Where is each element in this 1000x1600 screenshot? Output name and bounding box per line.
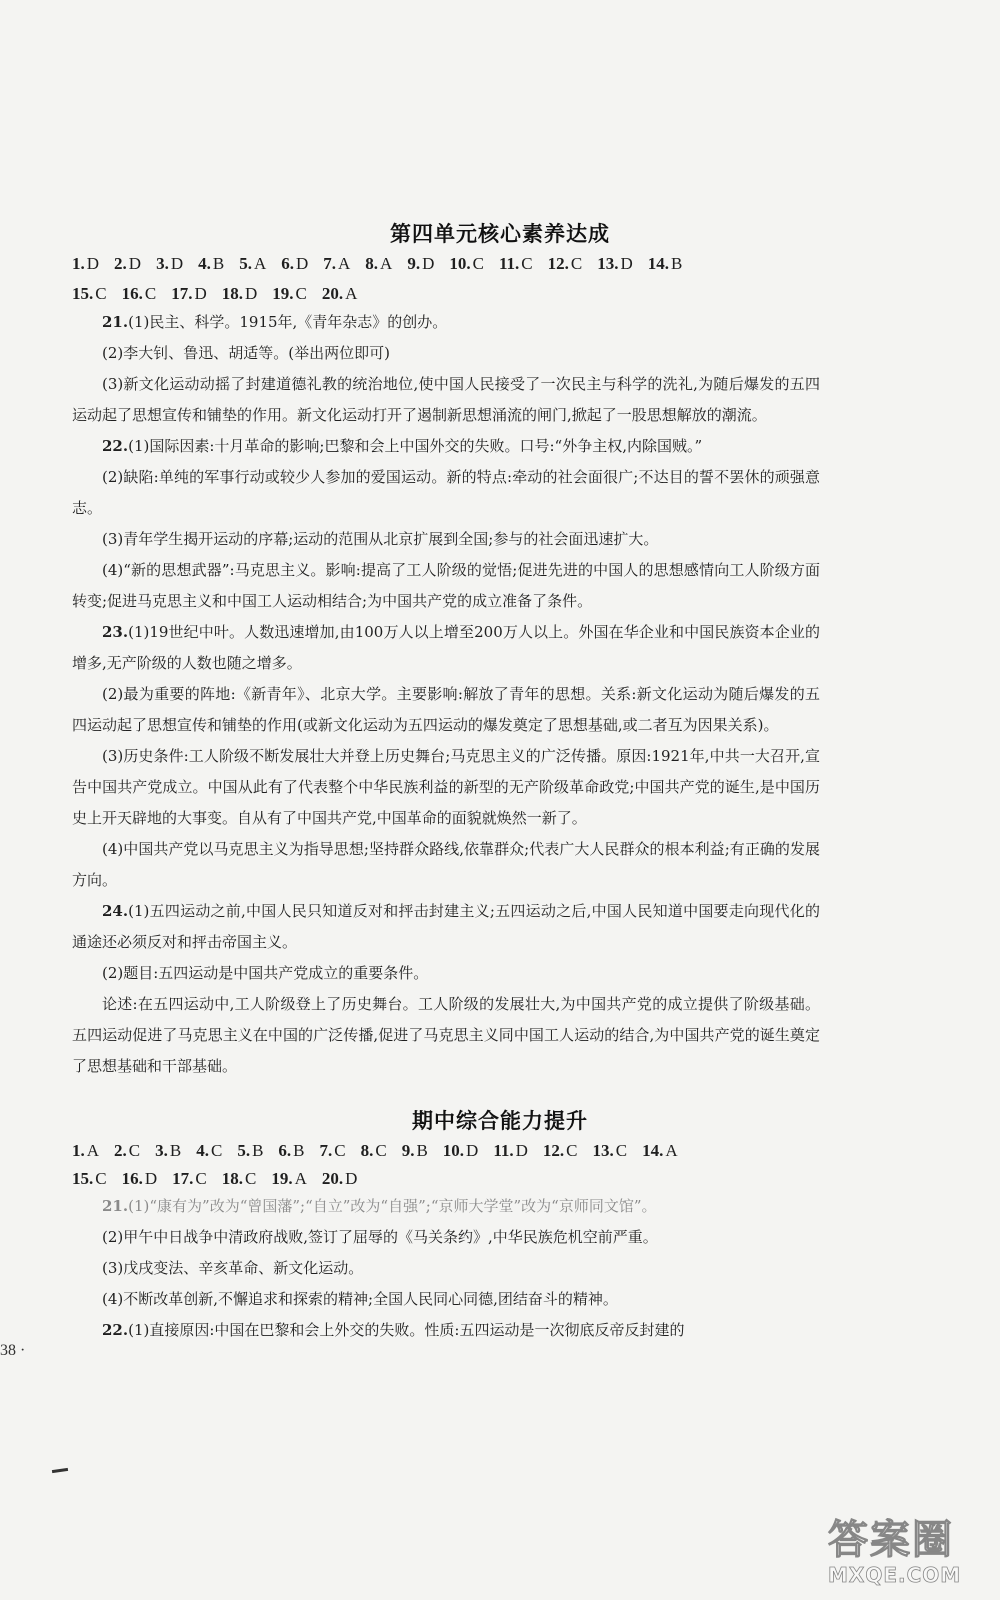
question-number: 10. — [449, 254, 471, 273]
answer-option: B — [670, 254, 683, 273]
answer-item — [593, 1141, 628, 1160]
answer-text: (2)题目:五四运动是中国共产党成立的重要条件。 — [102, 964, 429, 982]
answer-item — [443, 1141, 479, 1160]
mc-answers-row1-midterm — [72, 1139, 942, 1163]
question-number: 3. — [156, 254, 169, 273]
answer-paragraph — [72, 462, 820, 524]
answer-option: C — [244, 1169, 257, 1188]
question-number: 4. — [198, 254, 211, 273]
answer-paragraph — [72, 1191, 820, 1222]
answer-option: D — [170, 254, 184, 273]
answer-option: B — [212, 254, 225, 273]
answer-option: B — [293, 1141, 305, 1160]
answer-option: C — [95, 1169, 107, 1188]
answer-option: D — [128, 254, 142, 273]
question-number: 13. — [597, 254, 619, 273]
question-number: 18. — [221, 284, 243, 303]
answer-option: C — [128, 1141, 141, 1160]
answer-option: D — [620, 254, 633, 273]
answer-item — [543, 1141, 578, 1160]
question-number: 17. — [172, 1169, 194, 1188]
answer-text: (4)不断改革创新,不懈追求和探索的精神;全国人民同心同德,团结奋斗的精神。 — [102, 1290, 618, 1308]
answer-paragraph — [72, 617, 820, 679]
question-number: 12. — [547, 254, 569, 273]
answer-item — [72, 254, 99, 273]
site-watermark-logo — [828, 1508, 978, 1594]
section-title-unit4: 第四单元核心素养达成 — [390, 222, 610, 246]
answer-item — [407, 254, 434, 273]
answer-text: (2)缺陷:单纯的军事行动或较少人参加的爱国运动。新的特点:牵动的社会面很广;不达目的誓不罢休的顽强意志。 — [72, 468, 820, 517]
answer-item — [597, 254, 633, 273]
answer-item — [72, 284, 107, 303]
answer-item — [172, 1169, 207, 1188]
answer-item — [72, 1169, 107, 1188]
answer-option: D — [422, 254, 435, 273]
mc-answers-row2-midterm — [72, 1167, 942, 1191]
answer-option: C — [195, 1169, 207, 1188]
answer-option: A — [338, 254, 351, 273]
answer-option: D — [345, 1169, 358, 1188]
answer-item — [648, 254, 683, 273]
question-number: 23. — [102, 623, 129, 641]
answer-paragraph — [72, 989, 820, 1082]
answer-option: C — [144, 284, 157, 303]
answer-option: C — [521, 254, 533, 273]
question-number: 7. — [319, 1141, 333, 1160]
question-number: 15. — [72, 284, 94, 303]
answer-item — [114, 1141, 140, 1160]
answer-item — [642, 1141, 678, 1160]
answer-paragraph — [72, 555, 820, 617]
midterm-answer-block — [72, 1191, 820, 1346]
answer-item — [361, 1141, 387, 1160]
question-number: 10. — [442, 1141, 465, 1160]
answer-item — [198, 254, 224, 273]
answer-paragraph — [72, 338, 820, 369]
answer-item — [402, 1141, 428, 1160]
answer-item — [322, 284, 358, 303]
answer-item — [449, 254, 484, 273]
answer-option: D — [244, 284, 258, 303]
answer-option: D — [144, 1169, 158, 1188]
answer-text: (1)五四运动之前,中国人民只知道反对和抨击封建主义;五四运动之后,中国人民知道中国要走向现代化的通途还必须反对和抨击帝国主义。 — [72, 902, 820, 951]
question-number: 18. — [221, 1169, 243, 1188]
answer-item — [196, 1141, 222, 1160]
watermark-url: MXQE.COM — [828, 1563, 962, 1587]
question-number: 19. — [271, 1169, 293, 1188]
answer-text: (2)甲午中日战争中清政府战败,签订了屈辱的《马关条约》,中华民族危机空前严重。 — [102, 1228, 658, 1246]
answer-paragraph — [72, 834, 820, 896]
answer-item — [222, 1169, 257, 1188]
question-number: 14. — [642, 1141, 664, 1160]
answer-item — [322, 1169, 358, 1188]
mc-answers-row1 — [72, 252, 942, 276]
question-number: 5. — [237, 1141, 251, 1160]
answer-item — [222, 284, 258, 303]
answer-option: A — [253, 254, 267, 273]
answer-option: D — [295, 254, 309, 273]
mc-answers-row2 — [72, 282, 942, 306]
answer-paragraph — [72, 524, 820, 555]
question-number: 6. — [281, 254, 294, 273]
answer-paragraph — [72, 679, 820, 741]
question-number: 15. — [72, 1169, 94, 1188]
answer-paragraph — [72, 896, 820, 958]
question-number: 5. — [239, 254, 252, 273]
question-number: 21. — [102, 313, 129, 331]
answer-item — [156, 254, 183, 273]
answer-paragraph — [72, 1222, 820, 1253]
question-number: 2. — [114, 1141, 127, 1160]
question-number: 3. — [155, 1141, 168, 1160]
answer-option: C — [375, 1141, 387, 1160]
answer-text: (3)戊戌变法、辛亥革命、新文化运动。 — [102, 1259, 364, 1277]
question-number: 12. — [542, 1141, 565, 1160]
question-number: 4. — [196, 1141, 209, 1160]
answer-option: C — [334, 1141, 346, 1160]
answer-option: A — [86, 1141, 100, 1160]
answer-option: C — [615, 1141, 628, 1160]
answer-paragraph — [72, 1315, 820, 1346]
section-title-midterm: 期中综合能力提升 — [412, 1109, 588, 1133]
answer-paragraph — [72, 431, 820, 462]
answer-item — [114, 254, 141, 273]
question-number: 16. — [121, 284, 143, 303]
answer-paragraph — [72, 307, 820, 338]
answer-text: (3)青年学生揭开运动的序幕;运动的范围从北京扩展到全国;参与的社会面迅速扩大。 — [102, 530, 659, 548]
question-number: 16. — [121, 1169, 143, 1188]
answer-item — [271, 1169, 307, 1188]
answer-text: (4)“新的思想武器”:马克思主义。影响:提高了工人阶级的觉悟;促进先进的中国人的思想感情向工人阶级方面转变;促进马克思主义和中国工人运动相结合;为中国共产党的成立准备了条件。 — [72, 561, 820, 610]
answer-item — [278, 1141, 304, 1160]
answer-option: C — [566, 1141, 578, 1160]
answer-item — [493, 1141, 528, 1160]
answer-text: (3)新文化运动动摇了封建道德礼教的统治地位,使中国人民接受了一次民主与科学的洗礼,为随后爆发的五四运动起了思想宣传和铺垫的作用。新文化运动打开了遏制新思想涌流的闸门,掀起了一股思想解放的潮流。 — [72, 375, 820, 424]
answer-option: B — [169, 1141, 182, 1160]
answer-option: B — [416, 1141, 428, 1160]
answer-item — [237, 1141, 263, 1160]
answer-text: (1)直接原因:中国在巴黎和会上外交的失败。性质:五四运动是一次彻底反帝反封建的 — [128, 1321, 685, 1339]
answer-option: B — [252, 1141, 264, 1160]
answer-text: (3)历史条件:工人阶级不断发展壮大并登上历史舞台;马克思主义的广泛传播。原因:1921年,中共一大召开,宣告中国共产党成立。中国从此有了代表整个中华民族利益的新型的无产阶级革命政党;中国共产党的诞生,是中国历史上开天辟地的大事变。自从有了中国共产党,中国革命的面貌就焕然一新了。 — [72, 747, 820, 827]
question-number: 6. — [278, 1141, 292, 1160]
answer-item — [239, 254, 266, 273]
question-number: 22. — [102, 437, 129, 455]
answer-text: (1)19世纪中叶。人数迅速增加,由100万人以上增至200万人以上。外国在华企业和中国民族资本企业的增多,无产阶级的人数也随之增多。 — [72, 623, 820, 672]
answer-option: A — [294, 1169, 307, 1188]
answer-option: C — [210, 1141, 223, 1160]
answer-text: (1)民主、科学。1915年,《青年杂志》的创办。 — [128, 313, 448, 331]
answer-option: D — [515, 1141, 528, 1160]
answer-text: (4)中国共产党以马克思主义为指导思想;坚持群众路线,依靠群众;代表广大人民群众的根本利益;有正确的发展方向。 — [72, 840, 820, 889]
answer-option: D — [86, 254, 100, 273]
question-number: 11. — [498, 254, 520, 273]
answer-option: C — [95, 284, 107, 303]
answer-paragraph — [72, 741, 820, 834]
answer-text: (1)“康有为”改为“曾国藩”;“自立”改为“自强”;“京师大学堂”改为“京师同文馆”。 — [128, 1197, 657, 1215]
answer-paragraph — [72, 1284, 820, 1315]
question-number: 19. — [272, 284, 294, 303]
answer-option: C — [295, 284, 307, 303]
answer-item — [320, 1141, 346, 1160]
answer-item — [72, 1141, 99, 1160]
answer-item — [122, 1169, 158, 1188]
question-number: 9. — [401, 1141, 415, 1160]
answer-option: C — [570, 254, 583, 273]
answer-paragraph — [72, 1253, 820, 1284]
question-number: 2. — [114, 254, 127, 273]
question-number: 14. — [647, 254, 669, 273]
question-number: 21. — [102, 1197, 129, 1215]
answer-option: A — [345, 284, 358, 303]
question-number: 13. — [592, 1141, 614, 1160]
question-number: 7. — [323, 254, 336, 273]
answer-paragraph — [72, 369, 820, 431]
question-number: 24. — [102, 902, 129, 920]
question-number: 11. — [493, 1141, 514, 1160]
answer-text: (2)李大钊、鲁迅、胡适等。(举出两位即可) — [102, 344, 390, 362]
question-number: 1. — [72, 254, 85, 273]
answer-item — [272, 284, 307, 303]
answer-text: 论述:在五四运动中,工人阶级登上了历史舞台。工人阶级的发展壮大,为中国共产党的成立提供了阶级基础。五四运动促进了马克思主义在中国的广泛传播,促进了马克思主义同中国工人运动的结合,为中国共产党的诞生奠定了思想基础和干部基础。 — [72, 995, 820, 1075]
question-number: 9. — [407, 254, 421, 273]
answer-option: C — [472, 254, 484, 273]
stray-ink-mark — [52, 1468, 68, 1473]
question-number: 8. — [365, 254, 379, 273]
question-number: 17. — [171, 284, 193, 303]
answer-item — [548, 254, 583, 273]
answer-item — [499, 254, 533, 273]
answer-item — [281, 254, 308, 273]
answer-paragraph — [72, 958, 820, 989]
answer-option: D — [466, 1141, 479, 1160]
question-number: 20. — [321, 284, 344, 303]
page-number: 38 · — [0, 1342, 26, 1359]
answer-option: A — [665, 1141, 678, 1160]
answer-text: (1)国际因素:十月革命的影响;巴黎和会上中国外交的失败。口号:“外争主权,内除国贼。” — [128, 437, 703, 455]
question-number: 8. — [360, 1141, 374, 1160]
watermark-text: 答案圈 — [828, 1517, 954, 1563]
answer-option: A — [380, 254, 393, 273]
answer-item — [155, 1141, 181, 1160]
answer-item — [122, 284, 157, 303]
answer-option: D — [194, 284, 207, 303]
answer-text: (2)最为重要的阵地:《新青年》、北京大学。主要影响:解放了青年的思想。关系:新文化运动为随后爆发的五四运动起了思想宣传和铺垫的作用(或新文化运动为五四运动的爆发奠定了思想基础,或二者互为因果关系)。 — [72, 685, 820, 734]
answer-item — [365, 254, 392, 273]
answer-item — [171, 284, 207, 303]
answer-item — [323, 254, 350, 273]
question-number: 22. — [102, 1321, 129, 1339]
question-number: 1. — [72, 1141, 85, 1160]
question-number: 20. — [321, 1169, 344, 1188]
unit4-answer-block — [72, 307, 820, 1082]
